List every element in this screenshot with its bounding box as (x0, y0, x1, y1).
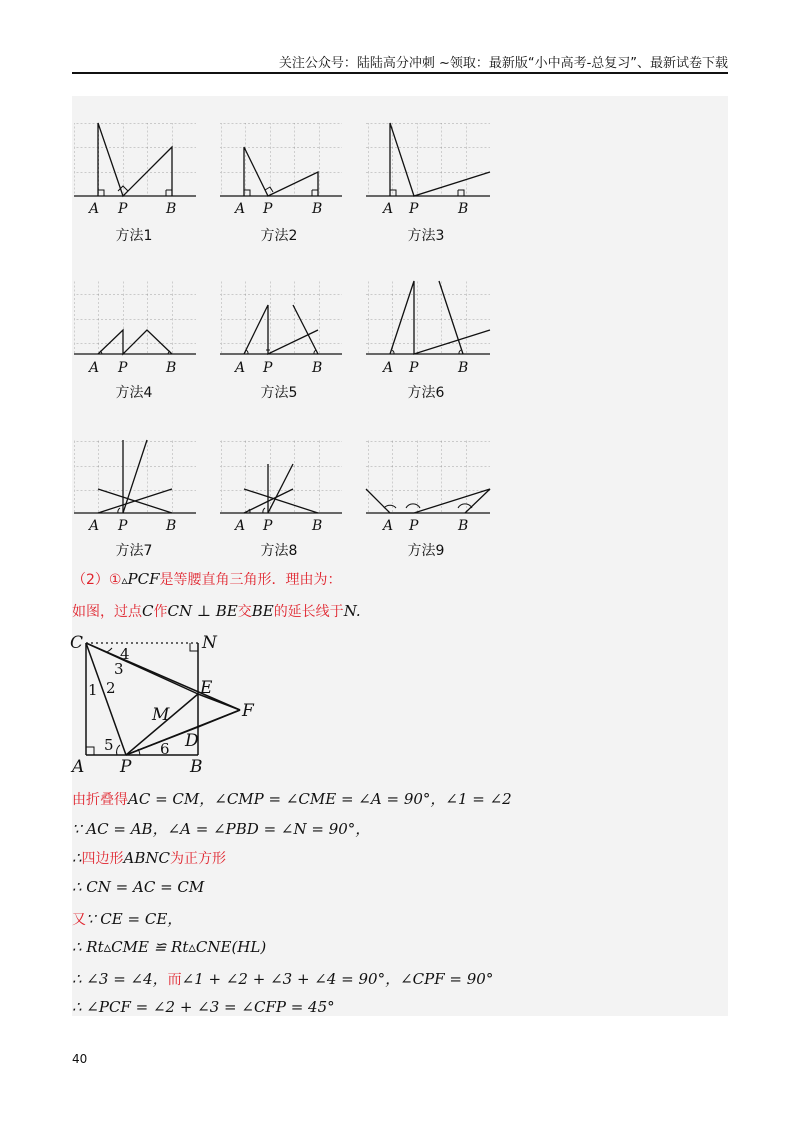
label-a: A (89, 518, 100, 534)
label-a: A (89, 201, 100, 217)
label-a: A (235, 201, 246, 217)
label-b: B (458, 360, 469, 376)
label-b: B (458, 201, 469, 217)
method-caption: 方法8 (260, 543, 298, 559)
label-b: B (166, 518, 177, 534)
label-b: B (458, 518, 469, 534)
proof-step-2: ∵ AC = AB，∠A = ∠PBD = ∠N = 90°， (72, 820, 371, 838)
label-a: A (235, 360, 246, 376)
proof-step-3: ∴四边形ABNC为正方形 (72, 849, 227, 867)
method-caption: 方法2 (260, 228, 298, 244)
method-caption: 方法1 (115, 228, 153, 244)
point-p-label: P (120, 757, 132, 777)
label-p: P (118, 360, 128, 376)
page-header: 关注公众号：陆陆高分冲刺 ~领取：最新版“小中高考-总复习”、最新试卷下载 (278, 56, 728, 71)
label-b: B (312, 360, 323, 376)
method-caption: 方法6 (407, 385, 445, 401)
label-p: P (263, 201, 273, 217)
label-a: A (89, 360, 100, 376)
label-p: P (118, 201, 128, 217)
label-p: P (409, 201, 419, 217)
proof-step-6: ∴ Rt▵CME ≌ Rt▵CNE(HL) (72, 938, 267, 956)
method-caption: 方法4 (115, 385, 153, 401)
label-p: P (263, 518, 273, 534)
proof-step-4: ∴ CN = AC = CM (72, 878, 205, 896)
point-a-label: A (72, 757, 85, 777)
angle-6-label: 6 (160, 740, 170, 758)
point-d-label: D (185, 731, 199, 751)
label-a: A (383, 518, 394, 534)
point-c-label: C (70, 633, 84, 653)
label-p: P (409, 360, 419, 376)
point-m-label: M (152, 705, 170, 725)
label-b: B (312, 201, 323, 217)
angle-2-label: 2 (106, 679, 116, 697)
label-a: A (383, 201, 394, 217)
angle-1-label: 1 (88, 681, 98, 699)
proof-step-5: 又∵ CE = CE， (72, 910, 183, 928)
label-p: P (409, 518, 419, 534)
point-b-label: B (190, 757, 203, 777)
label-p: P (118, 518, 128, 534)
page-number: 40 (72, 1052, 88, 1066)
label-a: A (235, 518, 246, 534)
proof-step-1: 由折叠得AC = CM，∠CMP = ∠CME = ∠A = 90°，∠1 = ∠2 (72, 790, 512, 808)
solution-line-1: （2）①▵PCF是等腰直角三角形．理由为： (72, 570, 342, 588)
angle-3-label: 3 (114, 660, 124, 678)
point-f-label: F (242, 701, 254, 721)
label-p: P (263, 360, 273, 376)
angle-5-label: 5 (104, 736, 114, 754)
method-caption: 方法5 (260, 385, 298, 401)
point-n-label: N (202, 633, 217, 653)
method-caption: 方法9 (407, 543, 445, 559)
solution-line-2: 如图，过点C作CN ⊥ BE交BE的延长线于N. (72, 602, 361, 620)
method-caption: 方法7 (115, 543, 153, 559)
angle-4-label: 4 (120, 645, 130, 663)
proof-step-7: ∴ ∠3 = ∠4，而∠1 + ∠2 + ∠3 + ∠4 = 90°，∠CPF = 90° (72, 970, 494, 988)
method-caption: 方法3 (407, 228, 445, 244)
label-a: A (383, 360, 394, 376)
label-b: B (312, 518, 323, 534)
point-e-label: E (200, 678, 213, 698)
proof-step-8: ∴ ∠PCF = ∠2 + ∠3 = ∠CFP = 45° (72, 998, 335, 1016)
label-b: B (166, 360, 177, 376)
label-b: B (166, 201, 177, 217)
